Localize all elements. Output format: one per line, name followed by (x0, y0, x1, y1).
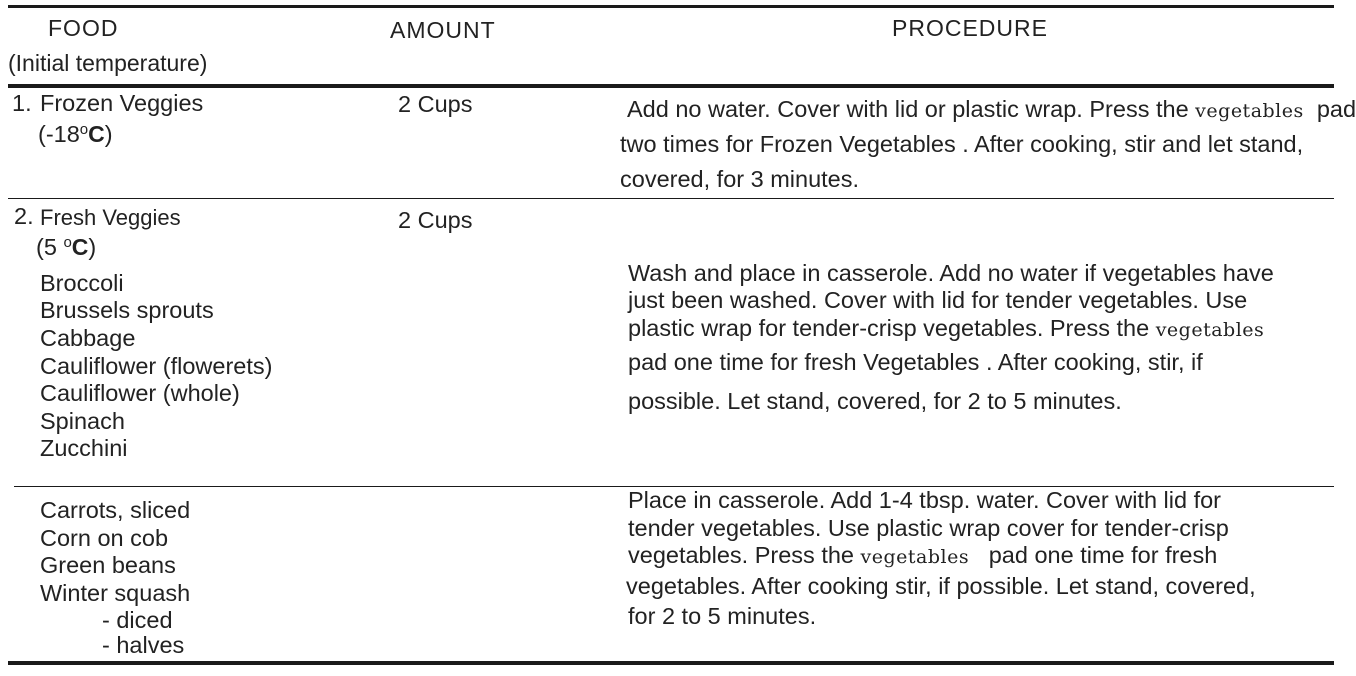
table-bottom-rule (8, 661, 1334, 665)
procedure-text: pad one time for fresh (988, 542, 1218, 568)
header-procedure: PROCEDURE (892, 15, 1048, 41)
procedure-text: plastic wrap for tender-crisp vegetables. Press the (628, 315, 1150, 341)
row-2-procedure-line-1: Wash and place in casserole. Add no water if vegetables have (628, 260, 1274, 286)
row-1-temp-prefix: (-18 (38, 121, 80, 147)
list-item: Zucchini (40, 435, 128, 461)
keyword-vegetables: vegetables (1195, 100, 1304, 122)
table-top-rule (8, 5, 1334, 8)
list-item: Broccoli (40, 270, 124, 296)
row-3-procedure-line-5: for 2 to 5 minutes. (628, 603, 817, 629)
row-2-temperature (36, 236, 96, 260)
row-3-procedure-line-1: Place in casserole. Add 1-4 tbsp. water. Cover with lid for (628, 487, 1222, 513)
celsius-symbol: C (88, 121, 105, 147)
degree-symbol: o (79, 121, 89, 138)
row-1-temperature (38, 123, 113, 147)
row-3-procedure-line-2: tender vegetables. Use plastic wrap cover for tender-crisp (628, 515, 1229, 541)
list-item: Brussels sprouts (40, 297, 214, 323)
row-2-number: 2. (14, 203, 34, 229)
keyword-vegetables: vegetables (1155, 319, 1265, 341)
list-item: Cabbage (40, 325, 136, 351)
list-item: Corn on cob (40, 525, 169, 551)
row-1-procedure-line-2: two times for Frozen Vegetables . After cooking, stir and let stand, (620, 131, 1304, 157)
list-item: Winter squash (40, 580, 191, 606)
header-food: FOOD (48, 15, 119, 41)
row-3-procedure-line-3 (628, 544, 1217, 568)
row-2-temp-prefix: (5 (36, 234, 57, 260)
header-amount: AMOUNT (390, 17, 496, 43)
row-2-amount: 2 Cups (398, 207, 473, 233)
row-1-procedure-line-1 (627, 98, 1356, 122)
list-item: Cauliflower (whole) (40, 380, 240, 406)
list-item: Cauliflower (flowerets) (40, 353, 273, 379)
procedure-text: pad (1316, 96, 1356, 122)
row-2-temp-suffix: ) (88, 234, 97, 260)
row-2-procedure-line-3 (628, 317, 1264, 341)
list-item: - halves (102, 632, 185, 658)
row-1-number: 1. (12, 90, 32, 116)
row-2-procedure-line-4: pad one time for fresh Vegetables . After cooking, stir, if (628, 349, 1203, 375)
list-item: Spinach (40, 408, 125, 434)
row-3-procedure-line-4: vegetables. After cooking stir, if possible. Let stand, covered, (626, 573, 1256, 599)
list-item: Carrots, sliced (40, 497, 191, 523)
header-food-subtitle: (Initial temperature) (8, 50, 208, 76)
row-2-procedure-line-2: just been washed. Cover with lid for tender vegetables. Use (628, 287, 1248, 313)
procedure-text: Add no water. Cover with lid or plastic wrap. Press the (627, 96, 1189, 122)
row-1-amount: 2 Cups (398, 91, 473, 117)
degree-symbol: o (63, 234, 72, 251)
row-1-food: Frozen Veggies (40, 90, 204, 116)
row-1-temp-suffix: ) (104, 121, 113, 147)
row-2-procedure-line-5: possible. Let stand, covered, for 2 to 5 minutes. (628, 388, 1122, 414)
row-1-procedure-line-3: covered, for 3 minutes. (620, 166, 860, 192)
list-item: - diced (102, 607, 173, 633)
keyword-vegetables: vegetables (860, 546, 970, 568)
row-2-food: Fresh Veggies (40, 205, 181, 230)
row-1-divider (8, 198, 1334, 199)
list-item: Green beans (40, 552, 176, 578)
header-bottom-rule (8, 84, 1334, 88)
celsius-symbol: C (71, 234, 89, 260)
procedure-text: vegetables. Press the (628, 542, 854, 568)
